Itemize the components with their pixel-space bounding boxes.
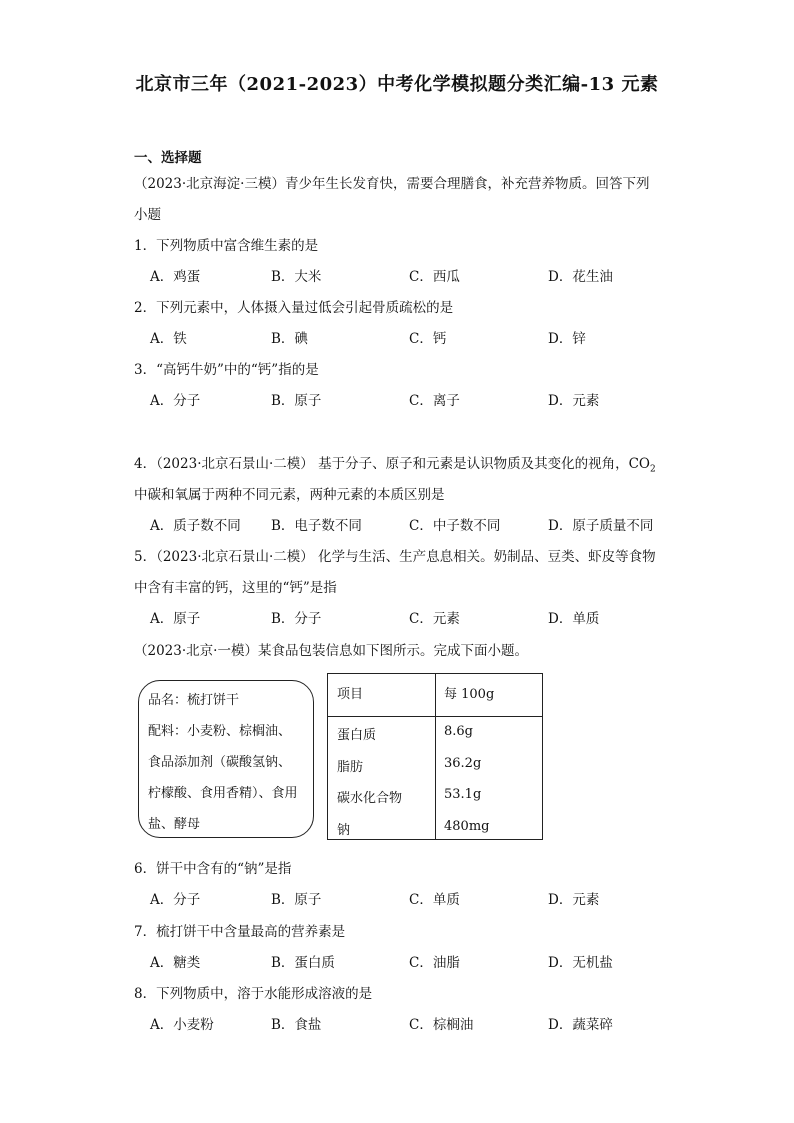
co2-subscript: 2	[649, 464, 656, 475]
question-8-stem: 8．下列物质中，溶于水能形成溶液的是	[134, 986, 373, 1002]
question-2-option-a[interactable]: A．铁	[150, 331, 187, 347]
question-1-option-a[interactable]: A．鸡蛋	[150, 269, 201, 285]
question-4-stem-line-2: 中碳和氧属于两种不同元素，两种元素的本质区别是	[134, 487, 445, 503]
question-6-stem: 6．饼干中含有的“钠”是指	[134, 861, 292, 877]
table-header-divider	[328, 716, 542, 717]
question-5-option-d[interactable]: D．单质	[548, 611, 600, 627]
question-2-stem: 2．下列元素中，人体摄入量过低会引起骨质疏松的是	[134, 300, 454, 316]
question-6-option-c[interactable]: C．单质	[409, 892, 460, 908]
question-7-option-d[interactable]: D．无机盐	[548, 955, 613, 971]
question-5-stem-line-2: 中含有丰富的钙，这里的“钙”是指	[134, 580, 337, 596]
question-1-option-d[interactable]: D．花生油	[548, 269, 613, 285]
question-4-stem-line-1	[134, 452, 656, 475]
question-4-option-c[interactable]: C．中子数不同	[409, 518, 501, 534]
table-row-fat-value: 36.2g	[444, 756, 482, 771]
question-6-option-a[interactable]: A．分子	[150, 892, 201, 908]
table-row-carb-value: 53.1g	[444, 787, 482, 802]
question-2-option-b[interactable]: B．碘	[271, 331, 308, 347]
question-8-option-c[interactable]: C．棕榈油	[409, 1017, 474, 1033]
question-3-option-c[interactable]: C．离子	[409, 393, 460, 409]
question-7-option-a[interactable]: A．糖类	[150, 955, 201, 971]
table-row-sodium-value: 480mg	[444, 819, 490, 834]
question-4-option-b[interactable]: B．电子数不同	[271, 518, 362, 534]
ingredients-line-2: 食品添加剂（碳酸氢钠、	[148, 755, 292, 770]
intro-1-line-2: 小题	[134, 207, 161, 223]
intro-2: （2023·北京·一模）某食品包装信息如下图所示。完成下面小题。	[134, 643, 528, 659]
question-1-option-b[interactable]: B．大米	[271, 269, 322, 285]
ingredients-line-3: 柠檬酸、食用香精）、食用	[148, 786, 298, 801]
question-2-option-d[interactable]: D．锌	[548, 331, 586, 347]
question-3-option-a[interactable]: A．分子	[150, 393, 201, 409]
table-row-fat-item: 脂肪	[337, 760, 364, 775]
question-8-option-b[interactable]: B．食盐	[271, 1017, 322, 1033]
question-2-option-c[interactable]: C．钙	[409, 331, 447, 347]
document-title: 北京市三年（2021-2023）中考化学模拟题分类汇编-13 元素	[135, 74, 659, 95]
question-5-option-b[interactable]: B．分子	[271, 611, 322, 627]
question-6-option-d[interactable]: D．元素	[548, 892, 600, 908]
question-7-option-c[interactable]: C．油脂	[409, 955, 460, 971]
question-8-option-d[interactable]: D．蔬菜碎	[548, 1017, 613, 1033]
table-row-sodium-item: 钠	[337, 823, 351, 838]
question-4-option-d[interactable]: D．原子质量不同	[548, 518, 654, 534]
table-row-protein-item: 蛋白质	[337, 728, 377, 743]
question-5-stem-line-1: 5．（2023·北京石景山·二模） 化学与生活、生产息息相关。奶制品、豆类、虾皮等食物	[134, 549, 656, 565]
question-7-stem: 7．梳打饼干中含量最高的营养素是	[134, 924, 346, 940]
question-3-option-b[interactable]: B．原子	[271, 393, 322, 409]
question-3-stem: 3．“高钙牛奶”中的“钙”指的是	[134, 362, 319, 378]
section-heading: 一、选择题	[134, 150, 202, 166]
question-1-option-c[interactable]: C．西瓜	[409, 269, 460, 285]
product-name-line: 品名：梳打饼干	[148, 693, 240, 708]
table-row-carb-item: 碳水化合物	[337, 791, 403, 806]
table-header-item: 项目	[337, 687, 364, 702]
question-7-option-b[interactable]: B．蛋白质	[271, 955, 335, 971]
nutrition-table	[327, 673, 543, 840]
table-header-value: 每 100g	[444, 687, 495, 702]
question-6-option-b[interactable]: B．原子	[271, 892, 322, 908]
question-8-option-a[interactable]: A．小麦粉	[150, 1017, 214, 1033]
question-4-stem-text: 4．（2023·北京石景山·二模） 基于分子、原子和元素是认识物质及其变化的视角，CO	[134, 456, 650, 472]
ingredients-line-1: 配料：小麦粉、棕榈油、	[148, 724, 292, 739]
question-5-option-a[interactable]: A．原子	[150, 611, 201, 627]
question-1-stem: 1．下列物质中富含维生素的是	[134, 238, 319, 254]
ingredients-line-4: 盐、酵母	[148, 817, 201, 832]
question-5-option-c[interactable]: C．元素	[409, 611, 460, 627]
product-info-card	[138, 680, 314, 838]
question-4-option-a[interactable]: A．质子数不同	[150, 518, 241, 534]
intro-1-line-1: （2023·北京海淀·三模）青少年生长发育快，需要合理膳食，补充营养物质。回答下列	[134, 176, 650, 192]
table-row-protein-value: 8.6g	[444, 724, 473, 739]
table-column-divider	[435, 674, 436, 839]
question-3-option-d[interactable]: D．元素	[548, 393, 600, 409]
